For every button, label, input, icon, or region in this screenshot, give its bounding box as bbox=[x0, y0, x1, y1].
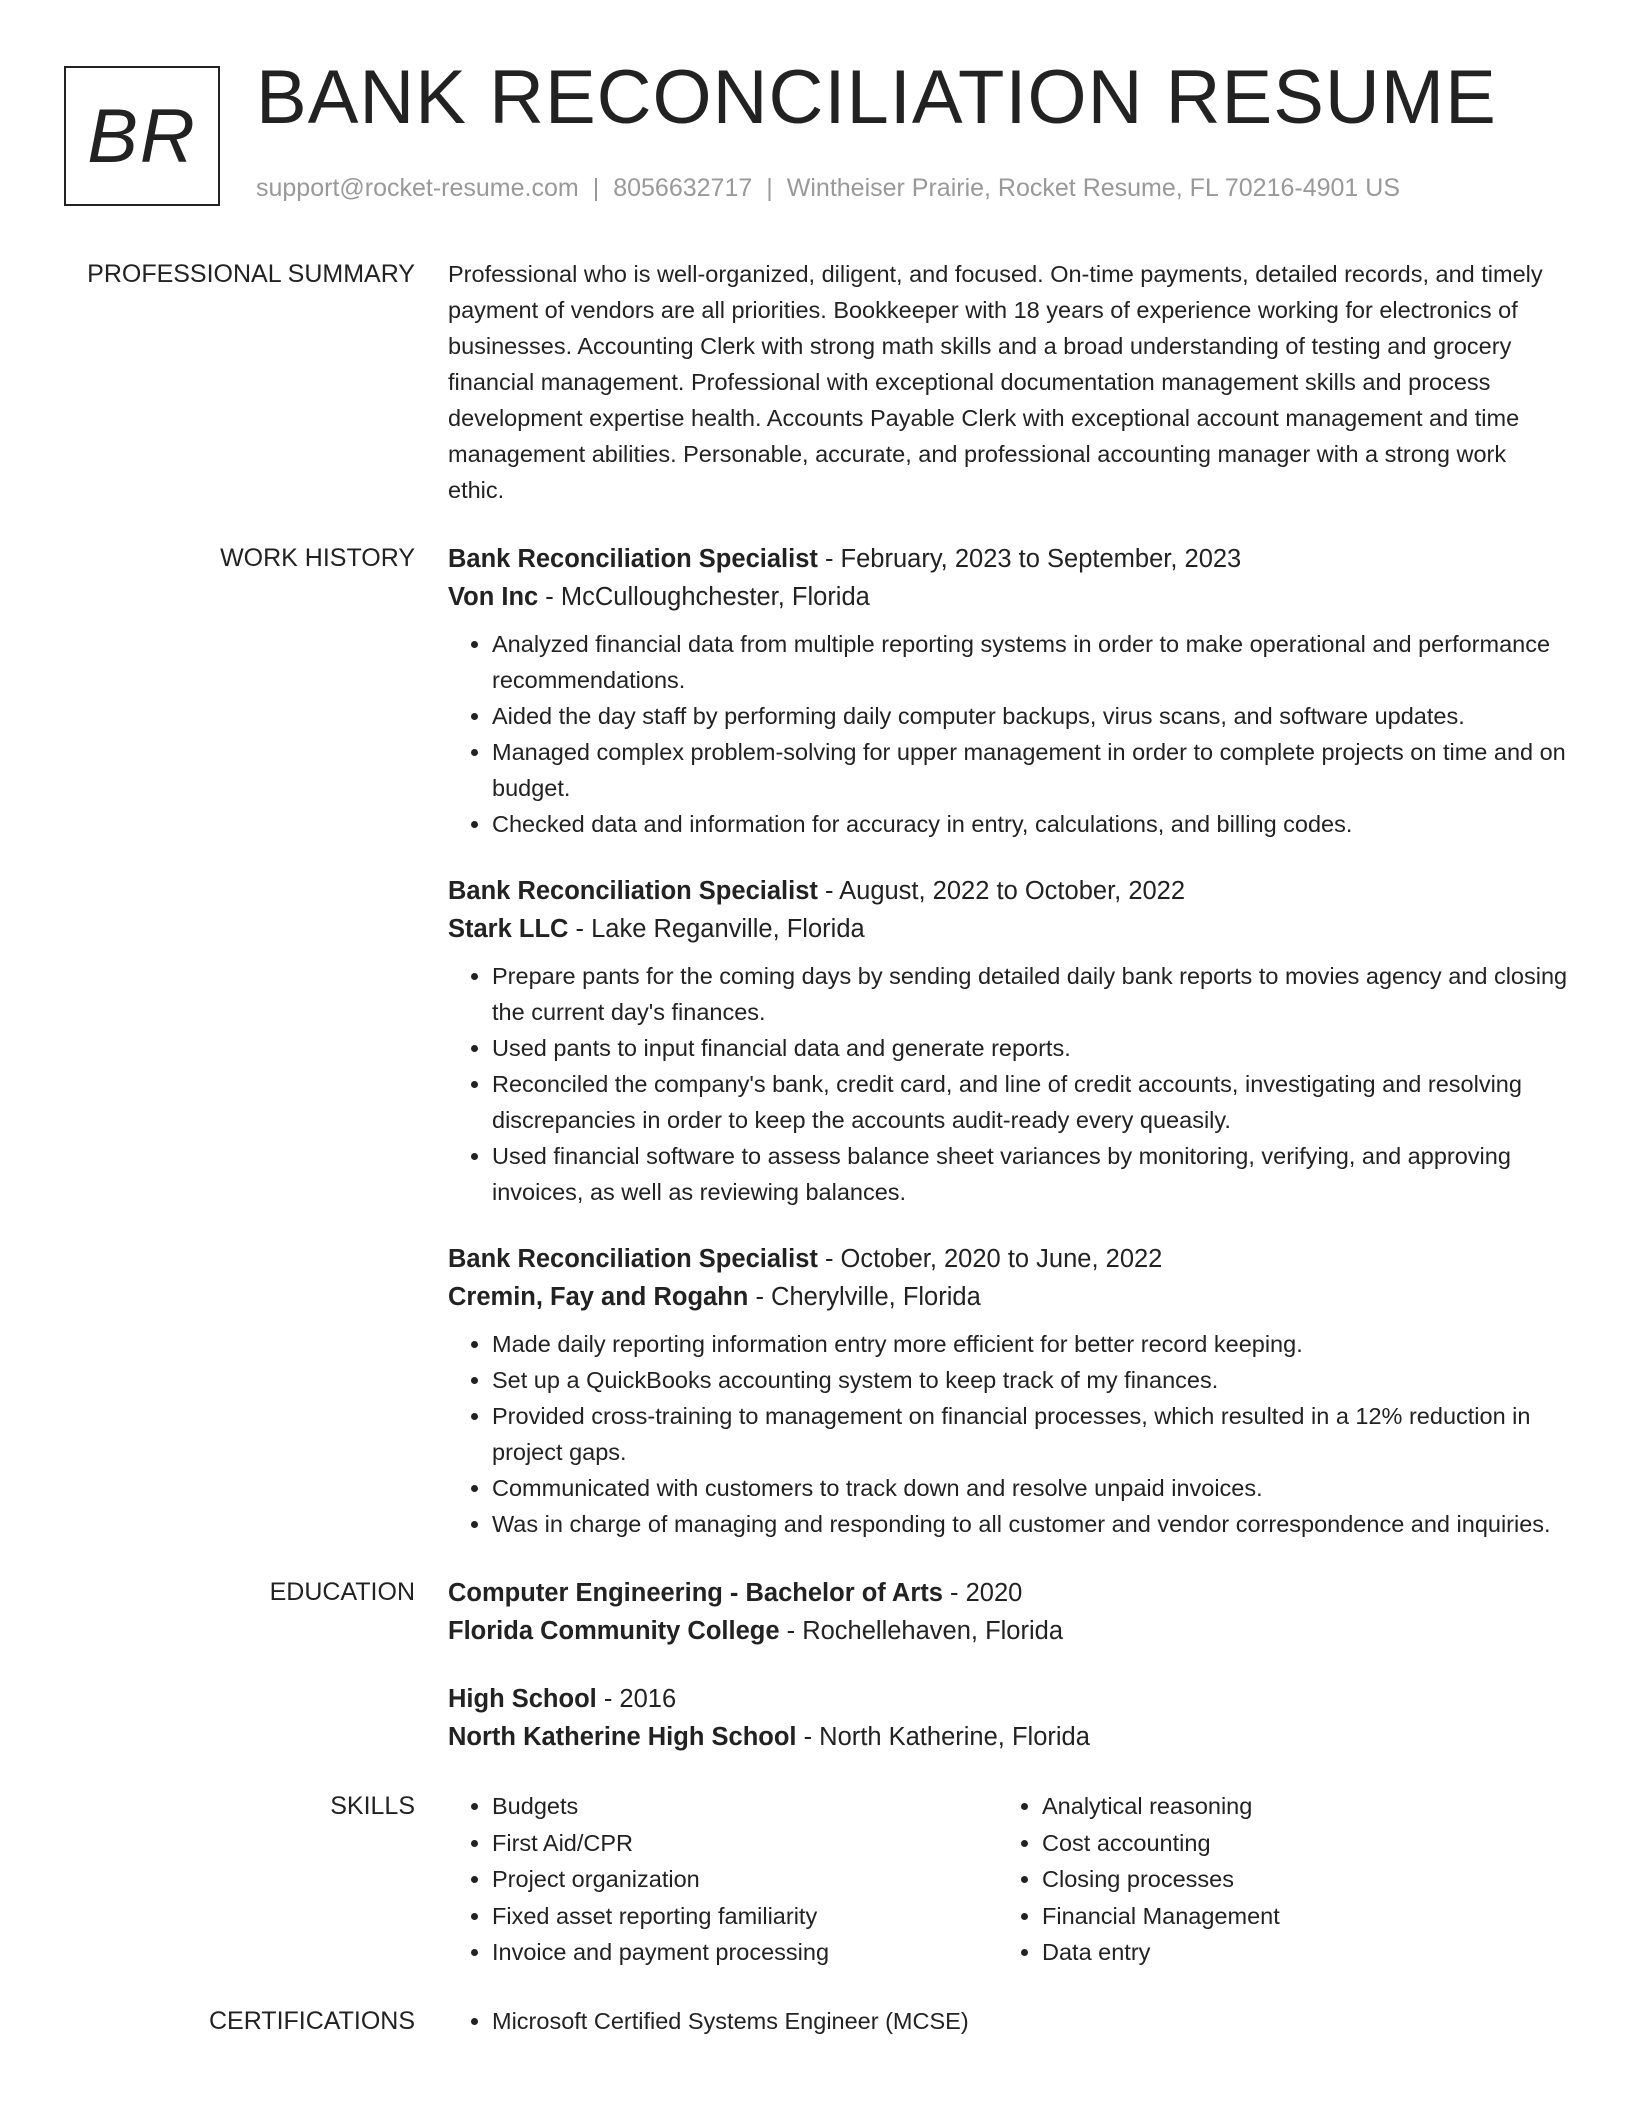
contact-separator: | bbox=[592, 174, 600, 202]
job-company: Von Inc bbox=[448, 583, 539, 611]
resume-body bbox=[0, 256, 1632, 2071]
skills-column-left bbox=[448, 1788, 998, 1971]
contact-address: Wintheiser Prairie, Rocket Resume, FL 70216-4901 US bbox=[786, 174, 1400, 202]
education-entry bbox=[448, 1574, 1568, 1650]
skill-item: • Budgets bbox=[492, 1788, 998, 1825]
summary-text: Professional who is well-organized, diligent, and focused. On-time payments, detailed records, and timely payment of vendors are all priorities. Bookkeeper with 18 years of experience working for electronics of businesses. Accounting Clerk with strong math skills and a broad understanding of testing and grocery financial management. Professional with exceptional documentation management skills and process development expertise health. Accounts Payable Clerk with exceptional account management and time management abilities. Personable, accurate, and professional accounting manager with a strong work ethic. bbox=[448, 261, 1543, 503]
job-bullet: • Reconciled the company's bank, credit card, and line of credit accounts, investigating and resolving discrepancies in order to keep the accounts audit-ready every queasily. bbox=[492, 1066, 1568, 1138]
contact-separator: | bbox=[766, 174, 773, 202]
skills-section bbox=[0, 1788, 1632, 1971]
degree-line bbox=[448, 1680, 1568, 1718]
contact-phone[interactable]: 8056632717 bbox=[613, 174, 753, 202]
education-heading: EDUCATION bbox=[269, 1578, 415, 1606]
job-dates: - February, 2023 to September, 2023 bbox=[817, 545, 1242, 573]
job-entry bbox=[448, 872, 1568, 1210]
education-entry bbox=[448, 1680, 1568, 1756]
summary-heading: PROFESSIONAL SUMMARY bbox=[87, 260, 415, 288]
job-bullets bbox=[448, 1326, 1568, 1542]
work-history-section bbox=[0, 540, 1632, 1542]
degree-year: - 2016 bbox=[596, 1685, 677, 1713]
job-bullet: • Set up a QuickBooks accounting system to keep track of my finances. bbox=[492, 1362, 1568, 1398]
skill-item: • Cost accounting bbox=[1042, 1825, 1548, 1862]
school-name: North Katherine High School bbox=[448, 1723, 797, 1751]
degree: Computer Engineering - Bachelor of Arts bbox=[448, 1579, 943, 1607]
school-location: - North Katherine, Florida bbox=[796, 1723, 1090, 1751]
education-section bbox=[0, 1574, 1632, 1756]
skills-column-right bbox=[998, 1788, 1548, 1971]
work-history-heading: WORK HISTORY bbox=[220, 544, 415, 572]
summary-section bbox=[0, 256, 1632, 508]
skill-item: • Data entry bbox=[1042, 1934, 1548, 1971]
job-company-line bbox=[448, 1278, 1568, 1316]
contact-email[interactable]: support@rocket-resume.com bbox=[256, 174, 579, 202]
job-location: - Cherylville, Florida bbox=[748, 1283, 981, 1311]
job-title-line bbox=[448, 540, 1568, 578]
certifications-heading: CERTIFICATIONS bbox=[208, 2006, 415, 2035]
job-company-line bbox=[448, 910, 1568, 948]
job-bullet: • Checked data and information for accuracy in entry, calculations, and billing codes. bbox=[492, 806, 1568, 842]
degree-year: - 2020 bbox=[942, 1579, 1023, 1607]
job-title: Bank Reconciliation Specialist bbox=[448, 1245, 818, 1273]
school-name: Florida Community College bbox=[448, 1617, 780, 1645]
job-bullet: • Made daily reporting information entry more efficient for better record keeping. bbox=[492, 1326, 1568, 1362]
skill-item: • Invoice and payment processing bbox=[492, 1934, 998, 1971]
job-entry bbox=[448, 540, 1568, 842]
job-company: Stark LLC bbox=[448, 915, 569, 943]
job-bullet: • Communicated with customers to track down and resolve unpaid invoices. bbox=[492, 1470, 1568, 1506]
job-bullet: • Prepare pants for the coming days by sending detailed daily bank reports to movies agency and closing the current day's finances. bbox=[492, 958, 1568, 1030]
job-title: Bank Reconciliation Specialist bbox=[448, 877, 818, 905]
job-bullets bbox=[448, 626, 1568, 842]
certification-item: • Microsoft Certified Systems Engineer (MCSE) bbox=[492, 2003, 1568, 2039]
job-company: Cremin, Fay and Rogahn bbox=[448, 1283, 749, 1311]
job-entry bbox=[448, 1240, 1568, 1542]
job-bullet: • Managed complex problem-solving for upper management in order to complete projects on time and on budget. bbox=[492, 734, 1568, 806]
job-bullet: • Used pants to input financial data and generate reports. bbox=[492, 1030, 1568, 1066]
skills-heading: SKILLS bbox=[330, 1792, 415, 1820]
job-bullet: • Was in charge of managing and responding to all customer and vendor correspondence and inquiries. bbox=[492, 1506, 1568, 1542]
job-bullet: • Aided the day staff by performing daily computer backups, virus scans, and software updates. bbox=[492, 698, 1568, 734]
contact-line bbox=[256, 174, 1400, 203]
skill-item: • First Aid/CPR bbox=[492, 1825, 998, 1862]
job-bullet: • Used financial software to assess balance sheet variances by monitoring, verifying, and approving invoices, as well as reviewing balances. bbox=[492, 1138, 1568, 1210]
skill-item: • Analytical reasoning bbox=[1042, 1788, 1548, 1825]
job-bullets bbox=[448, 958, 1568, 1210]
school-line bbox=[448, 1718, 1568, 1756]
skill-item: • Fixed asset reporting familiarity bbox=[492, 1898, 998, 1935]
job-location: - McCulloughchester, Florida bbox=[538, 583, 870, 611]
school-location: - Rochellehaven, Florida bbox=[779, 1617, 1064, 1645]
certifications-list bbox=[448, 2003, 1568, 2039]
skill-item: • Financial Management bbox=[1042, 1898, 1548, 1935]
job-company-line bbox=[448, 578, 1568, 616]
skill-item: • Project organization bbox=[492, 1861, 998, 1898]
job-title-line bbox=[448, 1240, 1568, 1278]
monogram-logo: BR bbox=[64, 66, 220, 206]
job-dates: - October, 2020 to June, 2022 bbox=[817, 1245, 1163, 1273]
skills-grid bbox=[448, 1788, 1568, 1971]
degree: High School bbox=[448, 1685, 597, 1713]
skill-item: • Closing processes bbox=[1042, 1861, 1548, 1898]
job-dates: - August, 2022 to October, 2022 bbox=[817, 877, 1186, 905]
resume-title: BANK RECONCILIATION RESUME bbox=[256, 55, 1497, 140]
school-line bbox=[448, 1612, 1568, 1650]
job-bullet: • Analyzed financial data from multiple reporting systems in order to make operational and performance recommendations. bbox=[492, 626, 1568, 698]
certifications-section bbox=[0, 2003, 1632, 2039]
job-title: Bank Reconciliation Specialist bbox=[448, 545, 818, 573]
job-location: - Lake Reganville, Florida bbox=[568, 915, 865, 943]
job-title-line bbox=[448, 872, 1568, 910]
job-bullet: • Provided cross-training to management on financial processes, which resulted in a 12% reduction in project gaps. bbox=[492, 1398, 1568, 1470]
degree-line bbox=[448, 1574, 1568, 1612]
